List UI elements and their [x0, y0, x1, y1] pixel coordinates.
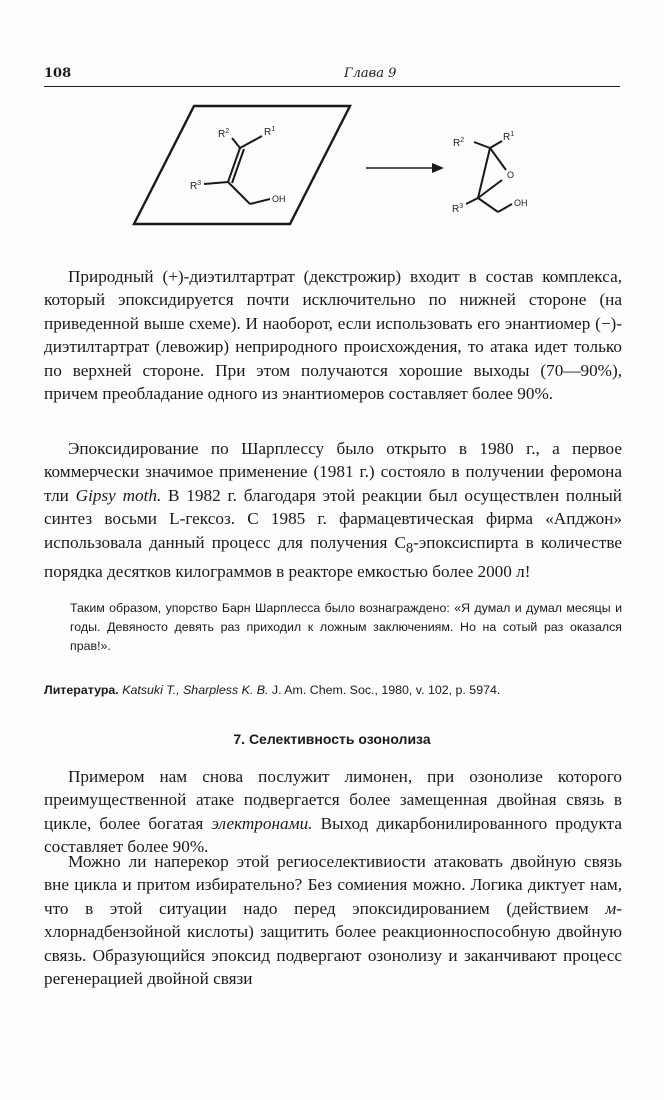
emphasis-text: м	[605, 898, 617, 918]
paragraph-text: Можно ли наперекор этой региоселективиости атаковать двойную связь вне цикла и притом избирательно? Без сомиения можно. Логика диктует нам, что в этой ситуации надо перед эпоксидированием (действием	[44, 852, 622, 918]
product-oh-label: OH	[514, 198, 528, 208]
paragraph-text: Выход дикарбонилированного продукта составляет более 90%.	[44, 813, 622, 857]
reaction-scheme	[110, 100, 570, 245]
sharpless-quote: Таким образом, упорство Барн Шарплесса было вознаграждено: «Я думал и думал месяцы и годы. Девяносто девять раз приходил к ложным заключениям. Но на сотый раз оказался прав!».	[70, 601, 622, 653]
allylic-alcohol-structure	[204, 136, 270, 204]
literature-citation: J. Am. Chem. Soc., 1980, v. 102, p. 5974.	[268, 683, 501, 697]
species-name: Gipsy moth.	[75, 485, 162, 505]
emphasis-text: электронами.	[211, 813, 313, 833]
product-r1-label: $R^1$	[503, 131, 515, 143]
epoxide-oxygen-label: O	[507, 170, 515, 180]
literature-label: Литература.	[44, 683, 119, 697]
page-header	[44, 64, 620, 87]
paragraph-text: В 1982 г. благодаря этой реакции был осуществлен полный синтез восьми L-гексоз. С 1985 г. фармацевтическая фирма «Апджон» использовала данный процесс для получения C	[44, 485, 623, 552]
paragraph-tartrate	[44, 265, 622, 405]
r1-label: $R^1$	[264, 126, 276, 138]
paragraph-limonene	[44, 765, 622, 859]
literature-reference	[44, 681, 622, 699]
chapter-title: Глава 9	[344, 66, 397, 81]
section-heading: 7. Селективность озонолиза	[233, 731, 431, 747]
r2-label: $R^2$	[218, 128, 230, 140]
product-r2-label: $R^2$	[453, 137, 465, 149]
subscript: 8	[405, 540, 414, 557]
epoxy-alcohol-structure	[466, 141, 515, 212]
paragraph-text: Природный (+)-диэтилтартрат (декстрожир) входит в состав комплекса, который эпоксидируется почти исключительно по нижней стороне (на приведенной выше схеме). И наоборот, если использовать его энантиомер (−)-диэтилтартрат (левожир) неприродного происхождения, то атака идет только по верхней стороне. При этом получаются хорошие выходы (70—90%), причем преобладание одного из энантиомеров составляет более 90%.	[44, 267, 622, 404]
page-number: 108	[44, 66, 72, 81]
paragraph-text: -эпоксиспирта в количестве порядка десятков килограммов в реакторе емкостью более 2000 л!	[44, 532, 622, 582]
oh-label: OH	[272, 194, 286, 204]
r3-label: $R^3$	[190, 180, 202, 192]
paragraph-regioselectivity	[44, 850, 622, 990]
literature-authors: Katsuki T., Sharpless K. B.	[122, 683, 269, 697]
paragraph-text: Примером нам снова послужит лимонен, при озонолизе которого преимущественной атаке подвергается более замещенная двойная связь в цикле, более богатая	[44, 767, 622, 833]
paragraph-history	[44, 437, 622, 584]
paragraph-text: Эпоксидирование по Шарплессу было открыто в 1980 г., а первое коммерчески значимое применение (1981 г.) состояло в получении феромона тли	[44, 439, 622, 505]
paragraph-text: -хлорнадбензойной кислоты) защитить более реакционноспособную двойную связь. Образующийся эпоксид подвергают озонолизу и заканчивают процесс регенерацией двойной связи	[44, 898, 622, 989]
reaction-arrow	[366, 163, 444, 173]
product-r3-label: $R^3$	[452, 203, 464, 215]
molecular-plane	[134, 106, 350, 224]
